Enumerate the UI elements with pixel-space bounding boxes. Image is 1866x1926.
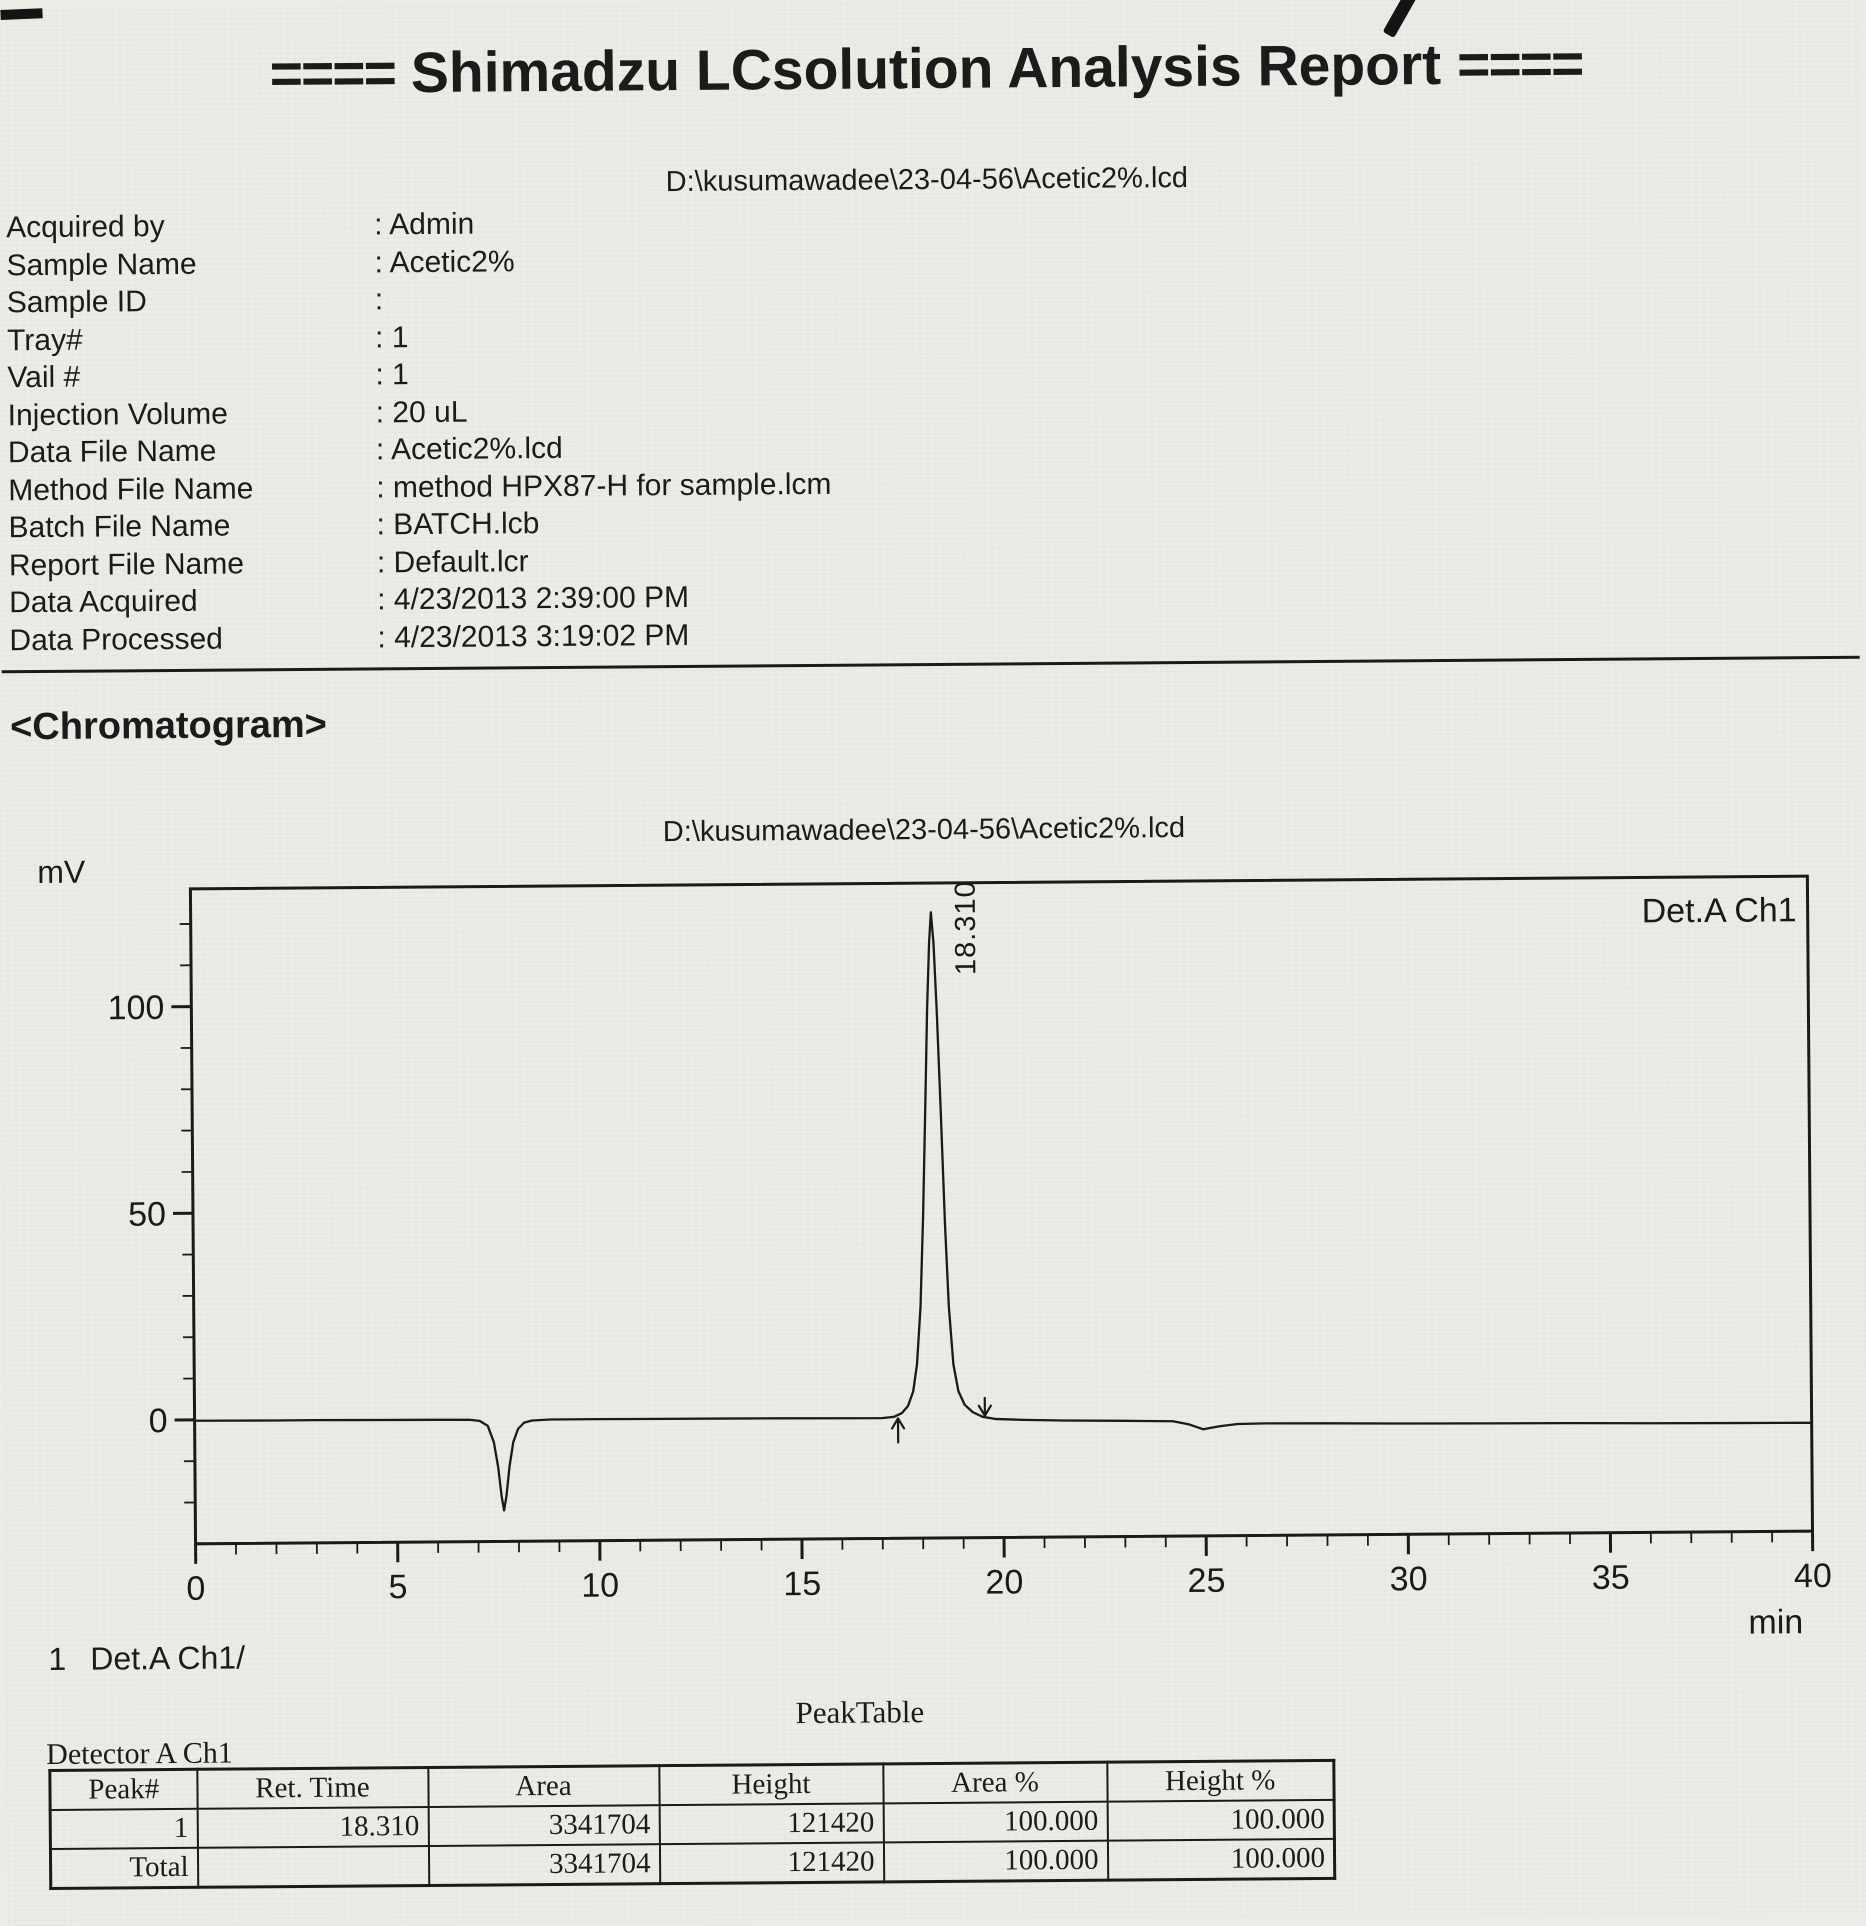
chromatogram-trace — [191, 905, 1813, 1512]
integration-start-arrow — [892, 1418, 904, 1442]
peak-table-column-header: Area — [428, 1766, 659, 1807]
peak-table-cell: Total — [50, 1848, 197, 1889]
metadata-value: : 1 — [375, 358, 409, 392]
peak-table-cell — [197, 1846, 428, 1887]
peak-table-cell: 3341704 — [428, 1844, 659, 1885]
peak-table-cell: 121420 — [659, 1842, 883, 1883]
peak-table-cell: 100.000 — [883, 1802, 1107, 1843]
peak-table-title: PeakTable — [6, 1688, 1714, 1737]
trace-channel-label: Det.A Ch1/ — [90, 1639, 245, 1676]
metadata-label: Batch File Name — [8, 508, 376, 545]
y-axis-unit-label: mV — [37, 854, 86, 890]
y-axis-tick-label: 0 — [149, 1402, 168, 1440]
page-title — [0, 29, 1859, 110]
detector-channel-label: Det.A Ch1 — [1642, 891, 1797, 930]
metadata-label: Tray# — [7, 321, 375, 358]
peak-table-cell: 100.000 — [1107, 1800, 1334, 1841]
x-axis-tick-label: 0 — [186, 1570, 205, 1608]
plot-frame — [190, 876, 1812, 1544]
peak-table-column-header: Ret. Time — [197, 1767, 428, 1808]
metadata-value: : 4/23/2013 2:39:00 PM — [377, 581, 689, 617]
peak-table — [48, 1759, 1336, 1890]
metadata-label: Sample Name — [6, 246, 374, 283]
metadata-label: Report File Name — [9, 546, 377, 583]
metadata-value: : 1 — [375, 321, 409, 355]
peak-table-cell: 18.310 — [197, 1807, 428, 1848]
x-axis-tick-label: 20 — [985, 1563, 1023, 1601]
metadata-value: : Admin — [374, 208, 474, 243]
metadata-label: Vail # — [7, 358, 375, 395]
peak-table-column-header: Height — [659, 1764, 883, 1805]
peak-table-cell: 1 — [50, 1809, 197, 1849]
chromatogram-chart-title: D:\kusumawadee\23-04-56\Acetic2%.lcd — [0, 807, 1849, 855]
y-axis-tick-label: 50 — [128, 1195, 166, 1233]
metadata-label: Data File Name — [8, 433, 376, 470]
peak-retention-label: 18.310 — [950, 880, 983, 975]
metadata-label: Method File Name — [8, 471, 376, 508]
trace-number: 1 — [48, 1641, 66, 1678]
metadata-value: : Default.lcr — [377, 545, 529, 580]
x-axis-tick-label: 10 — [581, 1566, 619, 1604]
metadata-value: : Acetic2%.lcd — [376, 432, 563, 467]
metadata-value: : method HPX87-H for sample.lcm — [376, 467, 831, 505]
metadata-value: : BATCH.lcb — [376, 507, 539, 542]
metadata-value: : 4/23/2013 3:19:02 PM — [377, 618, 689, 654]
y-axis-tick-label: 100 — [107, 989, 164, 1027]
metadata-label: Acquired by — [6, 208, 374, 245]
peak-table-column-header: Peak# — [50, 1769, 197, 1810]
metadata-row — [9, 614, 1209, 661]
title-decoration-left: ==== — [269, 41, 395, 106]
metadata-label: Sample ID — [7, 283, 375, 320]
metadata-block — [6, 202, 1209, 661]
report-title-text: Shimadzu LCsolution Analysis Report — [411, 33, 1442, 105]
x-axis-tick-label: 25 — [1187, 1562, 1225, 1600]
title-decoration-right: ==== — [1457, 32, 1583, 97]
detector-channel-heading: Detector A Ch1 — [46, 1737, 233, 1772]
metadata-value: : 20 uL — [376, 395, 468, 430]
chromatogram-chart — [29, 843, 1835, 1672]
integration-end-arrow — [979, 1398, 991, 1416]
x-axis-tick-label: 15 — [783, 1565, 821, 1603]
x-axis-unit-label: min — [1748, 1603, 1803, 1641]
trace-note — [48, 1639, 245, 1678]
peak-table-column-header: Area % — [883, 1762, 1107, 1803]
peak-table-column-header: Height % — [1107, 1760, 1334, 1801]
metadata-label: Injection Volume — [8, 396, 376, 433]
metadata-label: Data Acquired — [9, 583, 377, 620]
data-file-path: D:\kusumawadee\23-04-56\Acetic2%.lcd — [0, 157, 1860, 205]
x-axis-tick-label: 5 — [388, 1568, 407, 1606]
metadata-value: : Acetic2% — [374, 245, 514, 280]
scan-artifact-top-left — [0, 8, 42, 20]
x-axis-tick-label: 35 — [1592, 1559, 1630, 1597]
x-axis-tick-label: 30 — [1390, 1560, 1428, 1598]
peak-table-cell: 100.000 — [883, 1841, 1107, 1882]
metadata-value: : — [375, 283, 384, 317]
metadata-label: Data Processed — [9, 621, 377, 658]
peak-table-cell: 3341704 — [428, 1805, 659, 1846]
peak-table-cell: 100.000 — [1107, 1839, 1334, 1880]
x-axis-tick-label: 40 — [1794, 1557, 1832, 1595]
chromatogram-section-heading: <Chromatogram> — [10, 704, 327, 749]
peak-table-cell: 121420 — [659, 1803, 883, 1844]
